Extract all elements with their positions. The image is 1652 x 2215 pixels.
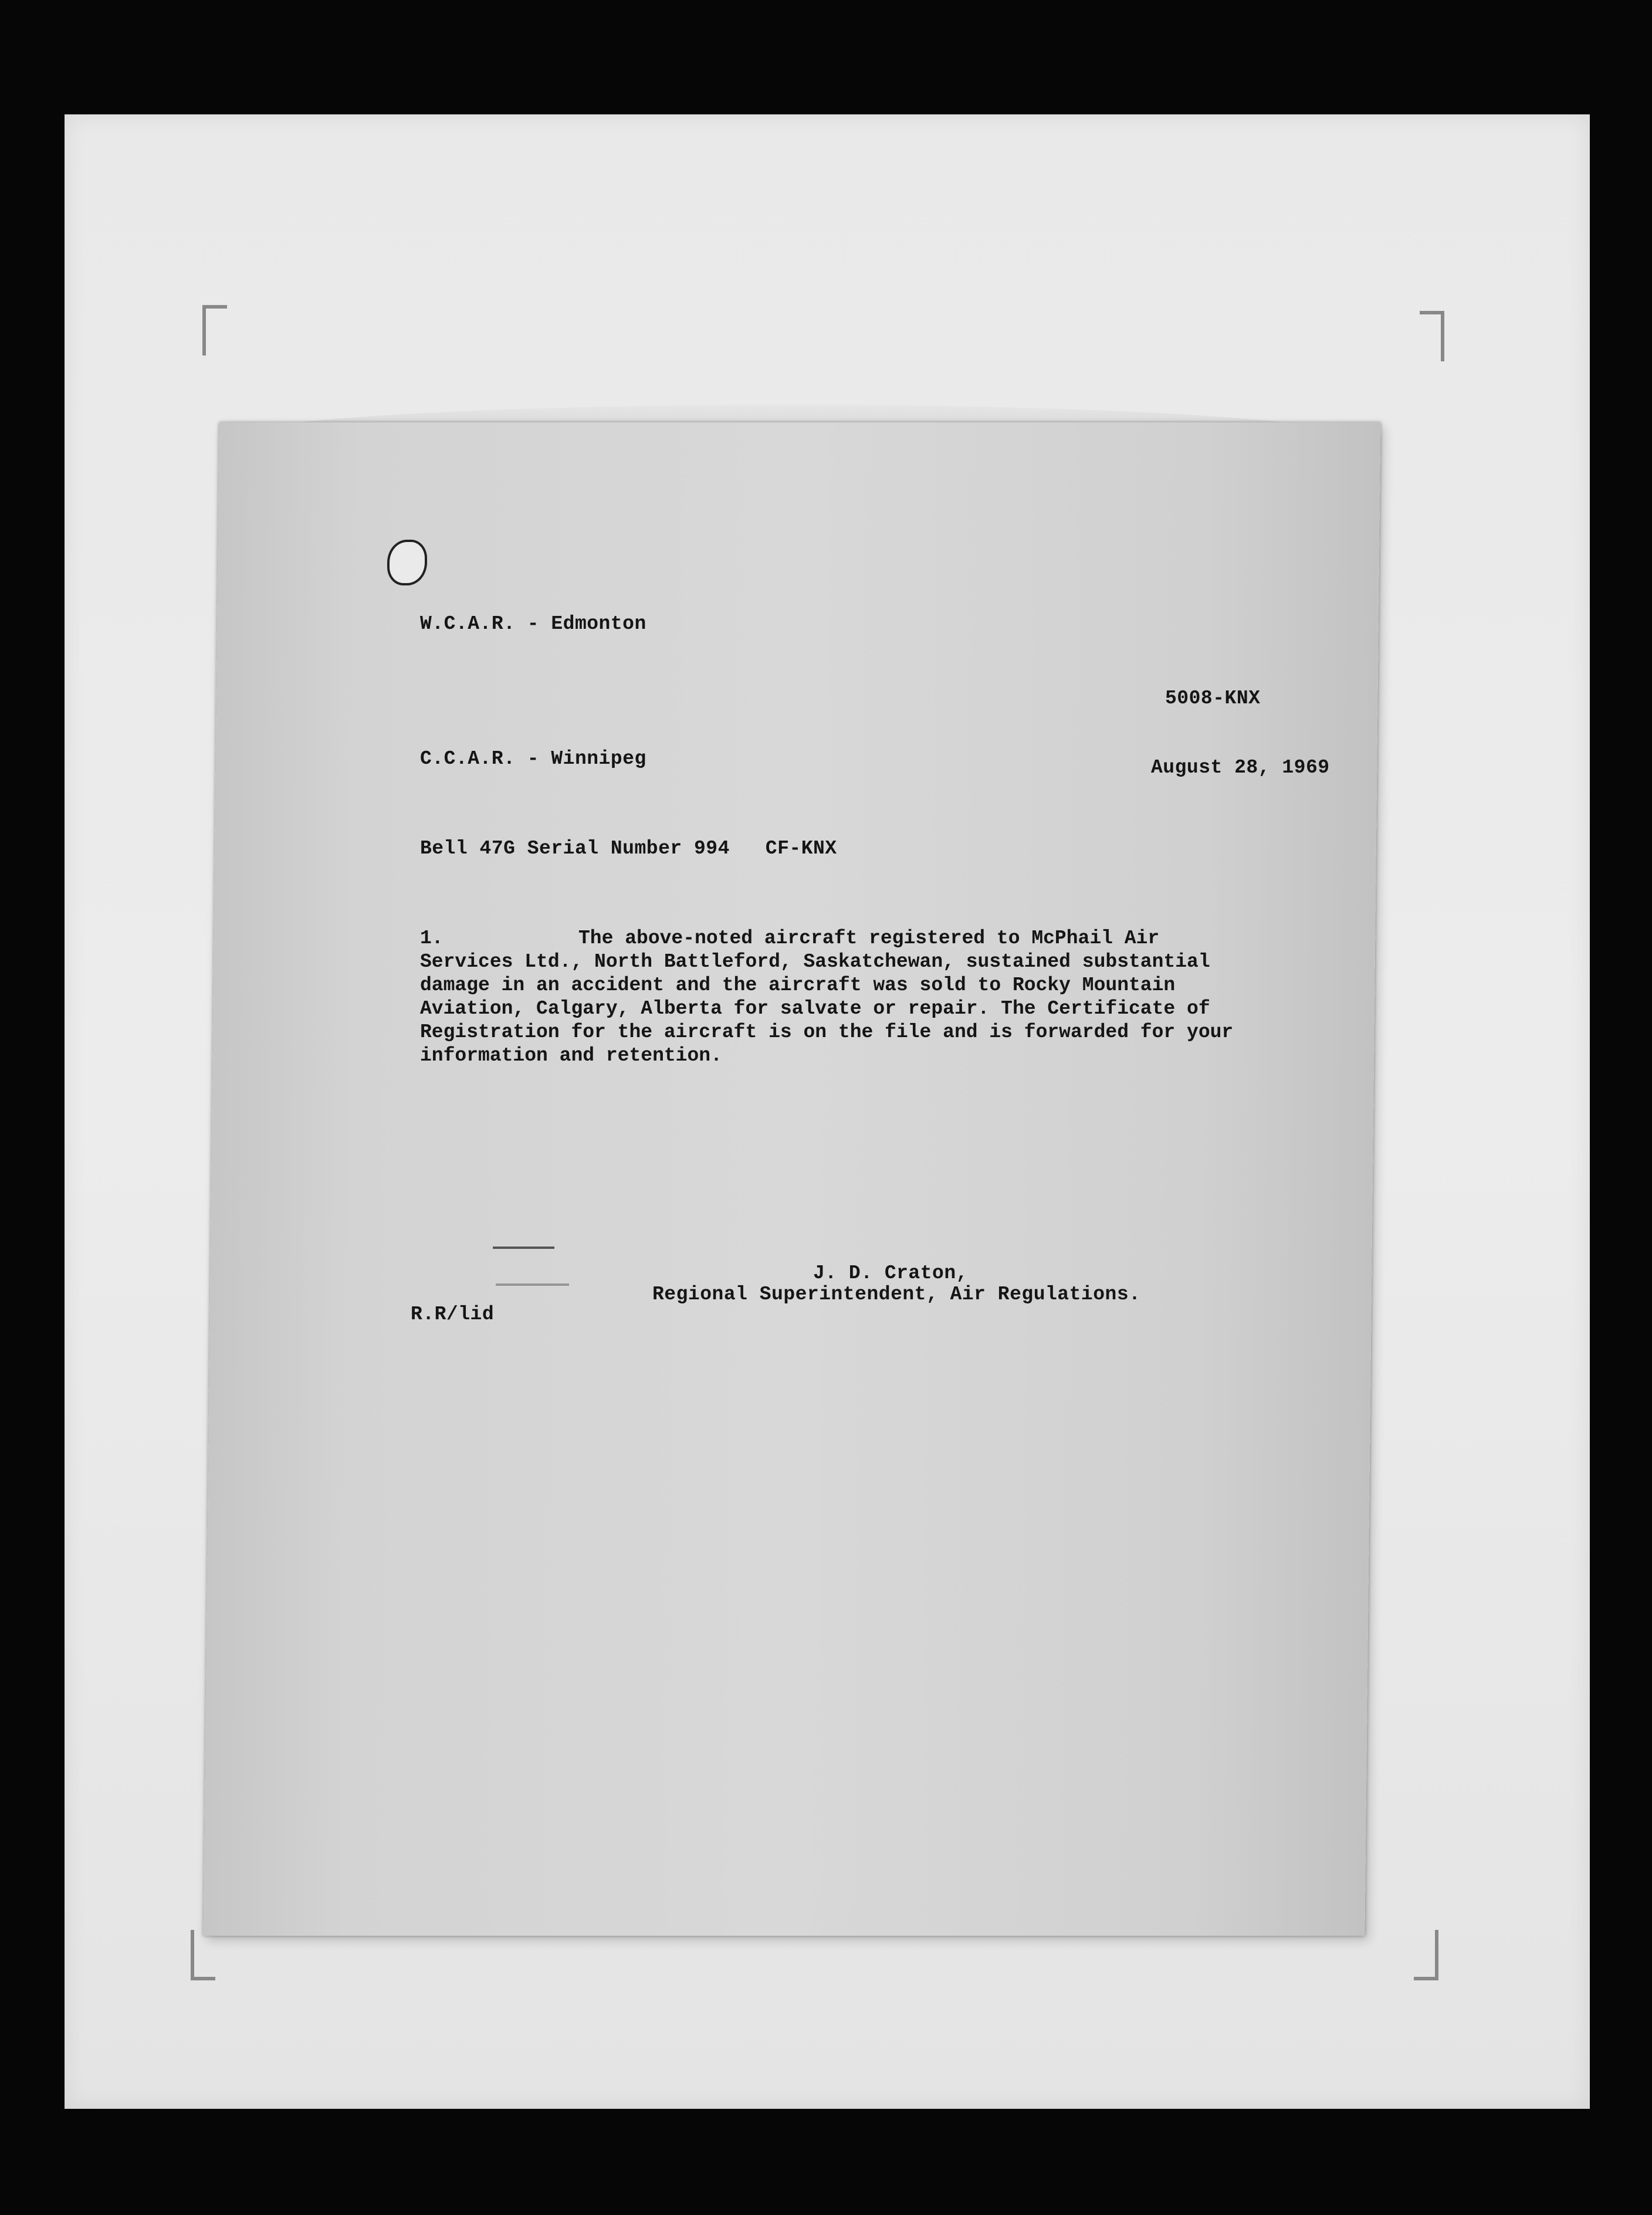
- staple-hole-icon: [387, 540, 427, 585]
- memo-to-line: W.C.A.R. - Edmonton: [420, 613, 646, 635]
- corner-mark-top-right: [1420, 311, 1444, 361]
- memo-subject: Bell 47G Serial Number 994 CF-KNX: [420, 838, 837, 859]
- corner-mark-bottom-right: [1414, 1930, 1438, 1980]
- signer-name: J. D. Craton,: [813, 1262, 968, 1284]
- paragraph-text: The above-noted aircraft registered to McPhail Air Services Ltd., North Battleford, Saskatchewan, sustained substantial damage in an accident and the aircraft was sold to Rocky Mountain Aviation, Calgary, Alberta for salvate or repair. The Certificate of Registration for the aircraft is on the file and is forwarded for your information and retention.: [420, 927, 1234, 1066]
- margin-mark: [493, 1247, 554, 1249]
- corner-mark-bottom-left: [191, 1930, 215, 1980]
- memo-paper: [203, 422, 1380, 1936]
- memo-from-line: C.C.A.R. - Winnipeg: [420, 748, 646, 770]
- memo-body-paragraph: [420, 927, 1259, 1068]
- corner-mark-top-left: [202, 305, 227, 355]
- memo-date: August 28, 1969: [1151, 757, 1330, 778]
- signer-title: Regional Superintendent, Air Regulations.: [652, 1283, 1141, 1305]
- margin-mark: [496, 1283, 569, 1286]
- file-number: 5008-KNX: [1165, 687, 1261, 709]
- reference-initials: R.R/lid: [411, 1303, 495, 1325]
- paragraph-number: 1.: [420, 927, 444, 949]
